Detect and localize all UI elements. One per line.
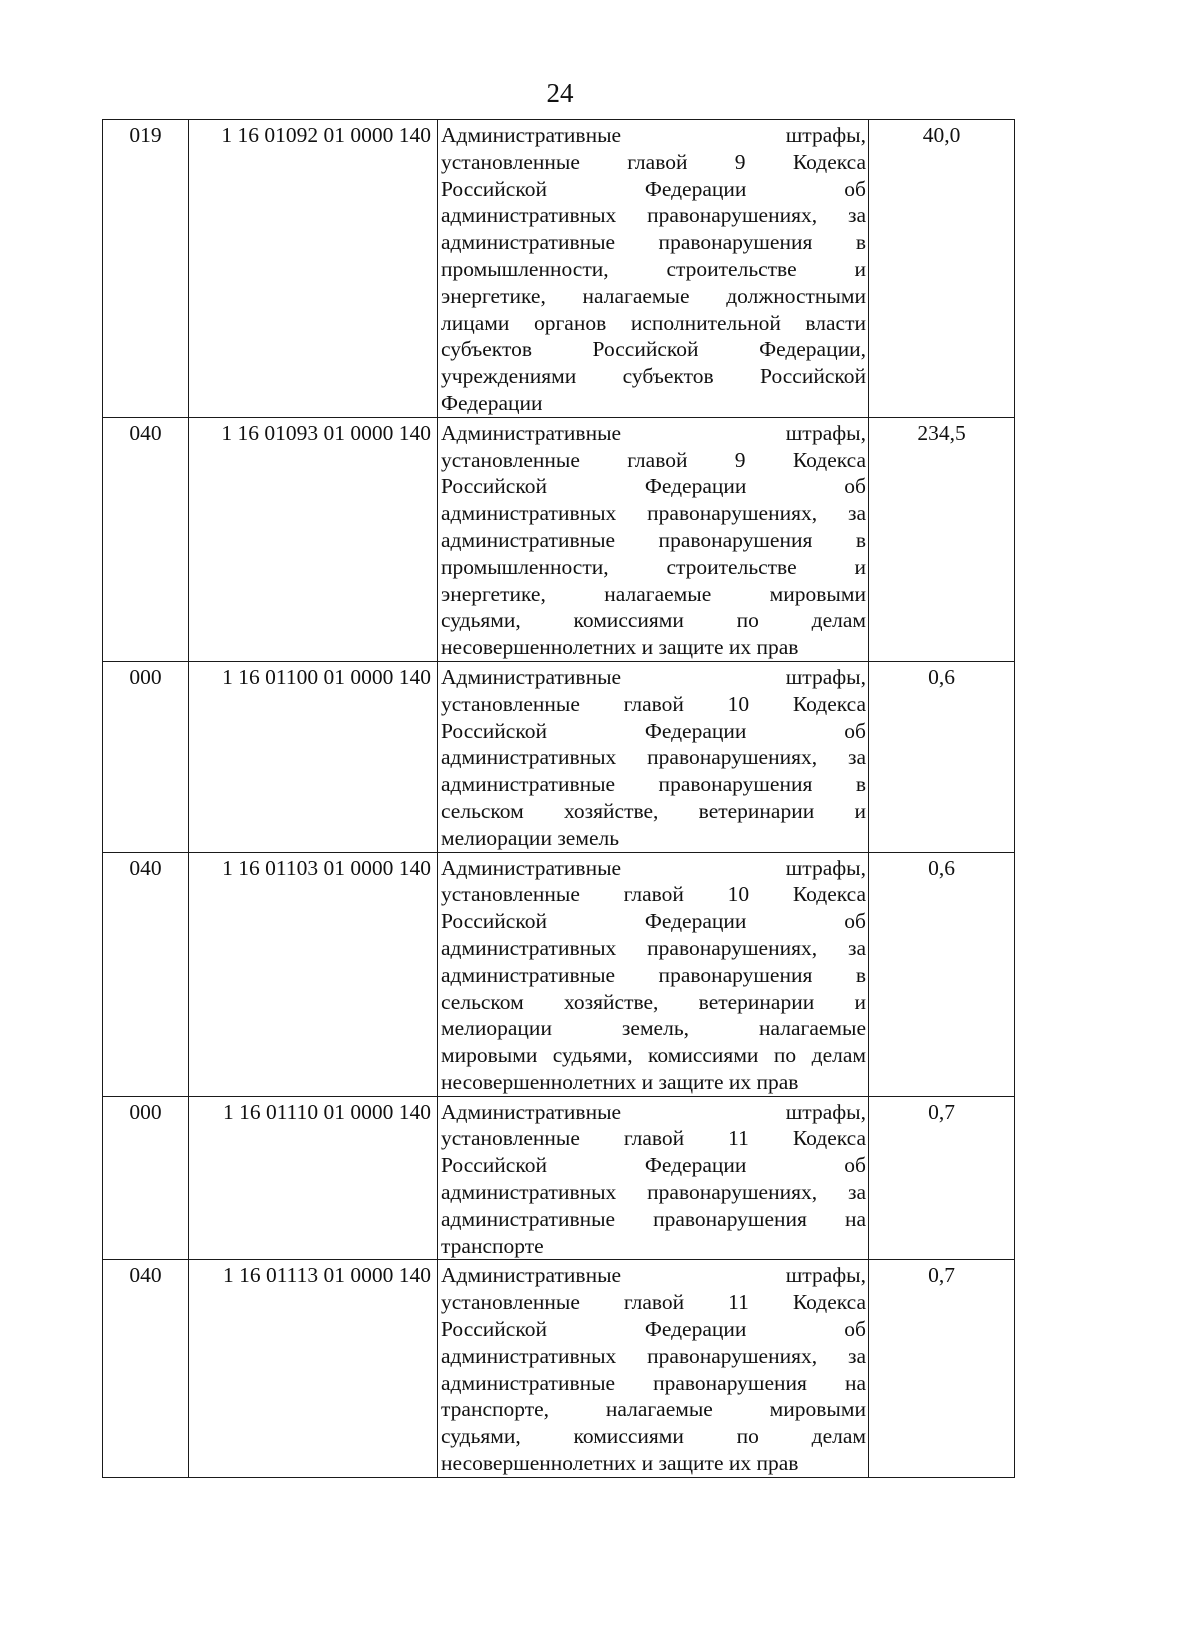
revenue-name-line: Административные штрафы,: [441, 420, 866, 445]
revenue-name-line: судьями, комиссиями по делам: [441, 1424, 866, 1449]
kbk-code-cell: 1 16 01093 01 0000 140: [189, 417, 438, 661]
table-row: [103, 1260, 1015, 1477]
revenue-name-line: административные правонарушения в: [441, 230, 866, 255]
revenue-name-line: несовершеннолетних и защите их прав: [441, 1451, 799, 1476]
revenue-name-line: Административные штрафы,: [441, 1099, 866, 1124]
revenue-name-line: мелиорации земель: [441, 825, 620, 850]
table-row: [103, 120, 1015, 418]
revenue-name-line: установленные главой 10 Кодекса: [441, 691, 866, 716]
revenue-name-line: административные правонарушения в: [441, 962, 866, 987]
amount-cell: 0,7: [869, 1260, 1015, 1477]
revenue-name-line: административных правонарушениях, за: [441, 501, 866, 526]
table-row: [103, 417, 1015, 661]
revenue-name-cell: [438, 661, 869, 852]
revenue-name-line: установленные главой 11 Кодекса: [441, 1126, 866, 1151]
revenue-name-line: сельском хозяйстве, ветеринарии и: [441, 798, 866, 823]
revenue-name-line: административных правонарушениях, за: [441, 1180, 866, 1205]
revenue-name-line: промышленности, строительстве и: [441, 256, 866, 281]
revenue-name-line: Административные штрафы,: [441, 123, 866, 147]
kbk-code-cell: 1 16 01110 01 0000 140: [189, 1096, 438, 1260]
revenue-name-line: Российской Федерации об: [441, 1153, 866, 1178]
revenue-name-line: учреждениями субъектов Российской: [441, 364, 866, 389]
revenue-name-line: административных правонарушениях, за: [441, 935, 866, 960]
revenue-name-line: установленные главой 9 Кодекса: [441, 447, 866, 472]
revenue-name-line: Федерации: [441, 390, 543, 415]
revenue-name-line: мировыми судьями, комиссиями по делам: [441, 1043, 866, 1068]
revenue-name-line: административные правонарушения на: [441, 1370, 866, 1395]
revenue-name-line: Российской Федерации об: [441, 1317, 866, 1342]
revenue-name-line: несовершеннолетних и защите их прав: [441, 635, 799, 660]
table-row: [103, 852, 1015, 1096]
revenue-name-line: установленные главой 11 Кодекса: [441, 1290, 866, 1315]
revenue-name-line: административные правонарушения в: [441, 772, 866, 797]
revenue-name-line: Российской Федерации об: [441, 176, 866, 201]
revenue-name-line: промышленности, строительстве и: [441, 554, 866, 579]
revenue-name-line: энергетике, налагаемые мировыми: [441, 581, 866, 606]
amount-cell: 0,6: [869, 852, 1015, 1096]
revenue-name-line: административные правонарушения в: [441, 527, 866, 552]
revenue-name-cell: [438, 1096, 869, 1260]
amount-cell: 0,6: [869, 661, 1015, 852]
admin-code-cell: 040: [103, 852, 189, 1096]
admin-code-cell: 019: [103, 120, 189, 418]
revenue-name-cell: [438, 417, 869, 661]
revenue-name-line: Российской Федерации об: [441, 718, 866, 743]
revenue-name-line: мелиорации земель, налагаемые: [441, 1016, 866, 1041]
admin-code-cell: 040: [103, 1260, 189, 1477]
table-body: [103, 120, 1015, 1478]
revenue-name-line: Административные штрафы,: [441, 664, 866, 689]
revenue-name-line: административных правонарушениях, за: [441, 745, 866, 770]
revenue-name-line: Административные штрафы,: [441, 1263, 866, 1288]
revenue-name-cell: [438, 120, 869, 418]
revenue-name-line: административных правонарушениях, за: [441, 203, 866, 228]
revenue-table: [102, 119, 1015, 1478]
amount-cell: 0,7: [869, 1096, 1015, 1260]
revenue-name-line: энергетике, налагаемые должностными: [441, 283, 866, 308]
admin-code-cell: 040: [103, 417, 189, 661]
revenue-name-line: лицами органов исполнительной власти: [441, 310, 866, 335]
revenue-name-line: административных правонарушениях, за: [441, 1343, 866, 1368]
revenue-name-cell: [438, 852, 869, 1096]
amount-cell: 234,5: [869, 417, 1015, 661]
amount-cell: 40,0: [869, 120, 1015, 418]
revenue-name-line: Административные штрафы,: [441, 855, 866, 880]
revenue-name-line: транспорте, налагаемые мировыми: [441, 1397, 866, 1422]
kbk-code-cell: 1 16 01092 01 0000 140: [189, 120, 438, 418]
revenue-name-line: сельском хозяйстве, ветеринарии и: [441, 989, 866, 1014]
revenue-name-line: несовершеннолетних и защите их прав: [441, 1069, 799, 1094]
revenue-name-line: субъектов Российской Федерации,: [441, 337, 866, 362]
revenue-name-line: транспорте: [441, 1233, 544, 1258]
revenue-name-line: Российской Федерации об: [441, 909, 866, 934]
table-row: [103, 1096, 1015, 1260]
kbk-code-cell: 1 16 01103 01 0000 140: [189, 852, 438, 1096]
kbk-code-cell: 1 16 01100 01 0000 140: [189, 661, 438, 852]
admin-code-cell: 000: [103, 1096, 189, 1260]
revenue-name-line: Российской Федерации об: [441, 474, 866, 499]
revenue-name-line: установленные главой 9 Кодекса: [441, 149, 866, 174]
revenue-name-line: установленные главой 10 Кодекса: [441, 882, 866, 907]
revenue-name-line: судьями, комиссиями по делам: [441, 608, 866, 633]
kbk-code-cell: 1 16 01113 01 0000 140: [189, 1260, 438, 1477]
revenue-name-line: административные правонарушения на: [441, 1206, 866, 1231]
page-number: 24: [546, 78, 574, 108]
table-row: [103, 661, 1015, 852]
admin-code-cell: 000: [103, 661, 189, 852]
revenue-name-cell: [438, 1260, 869, 1477]
